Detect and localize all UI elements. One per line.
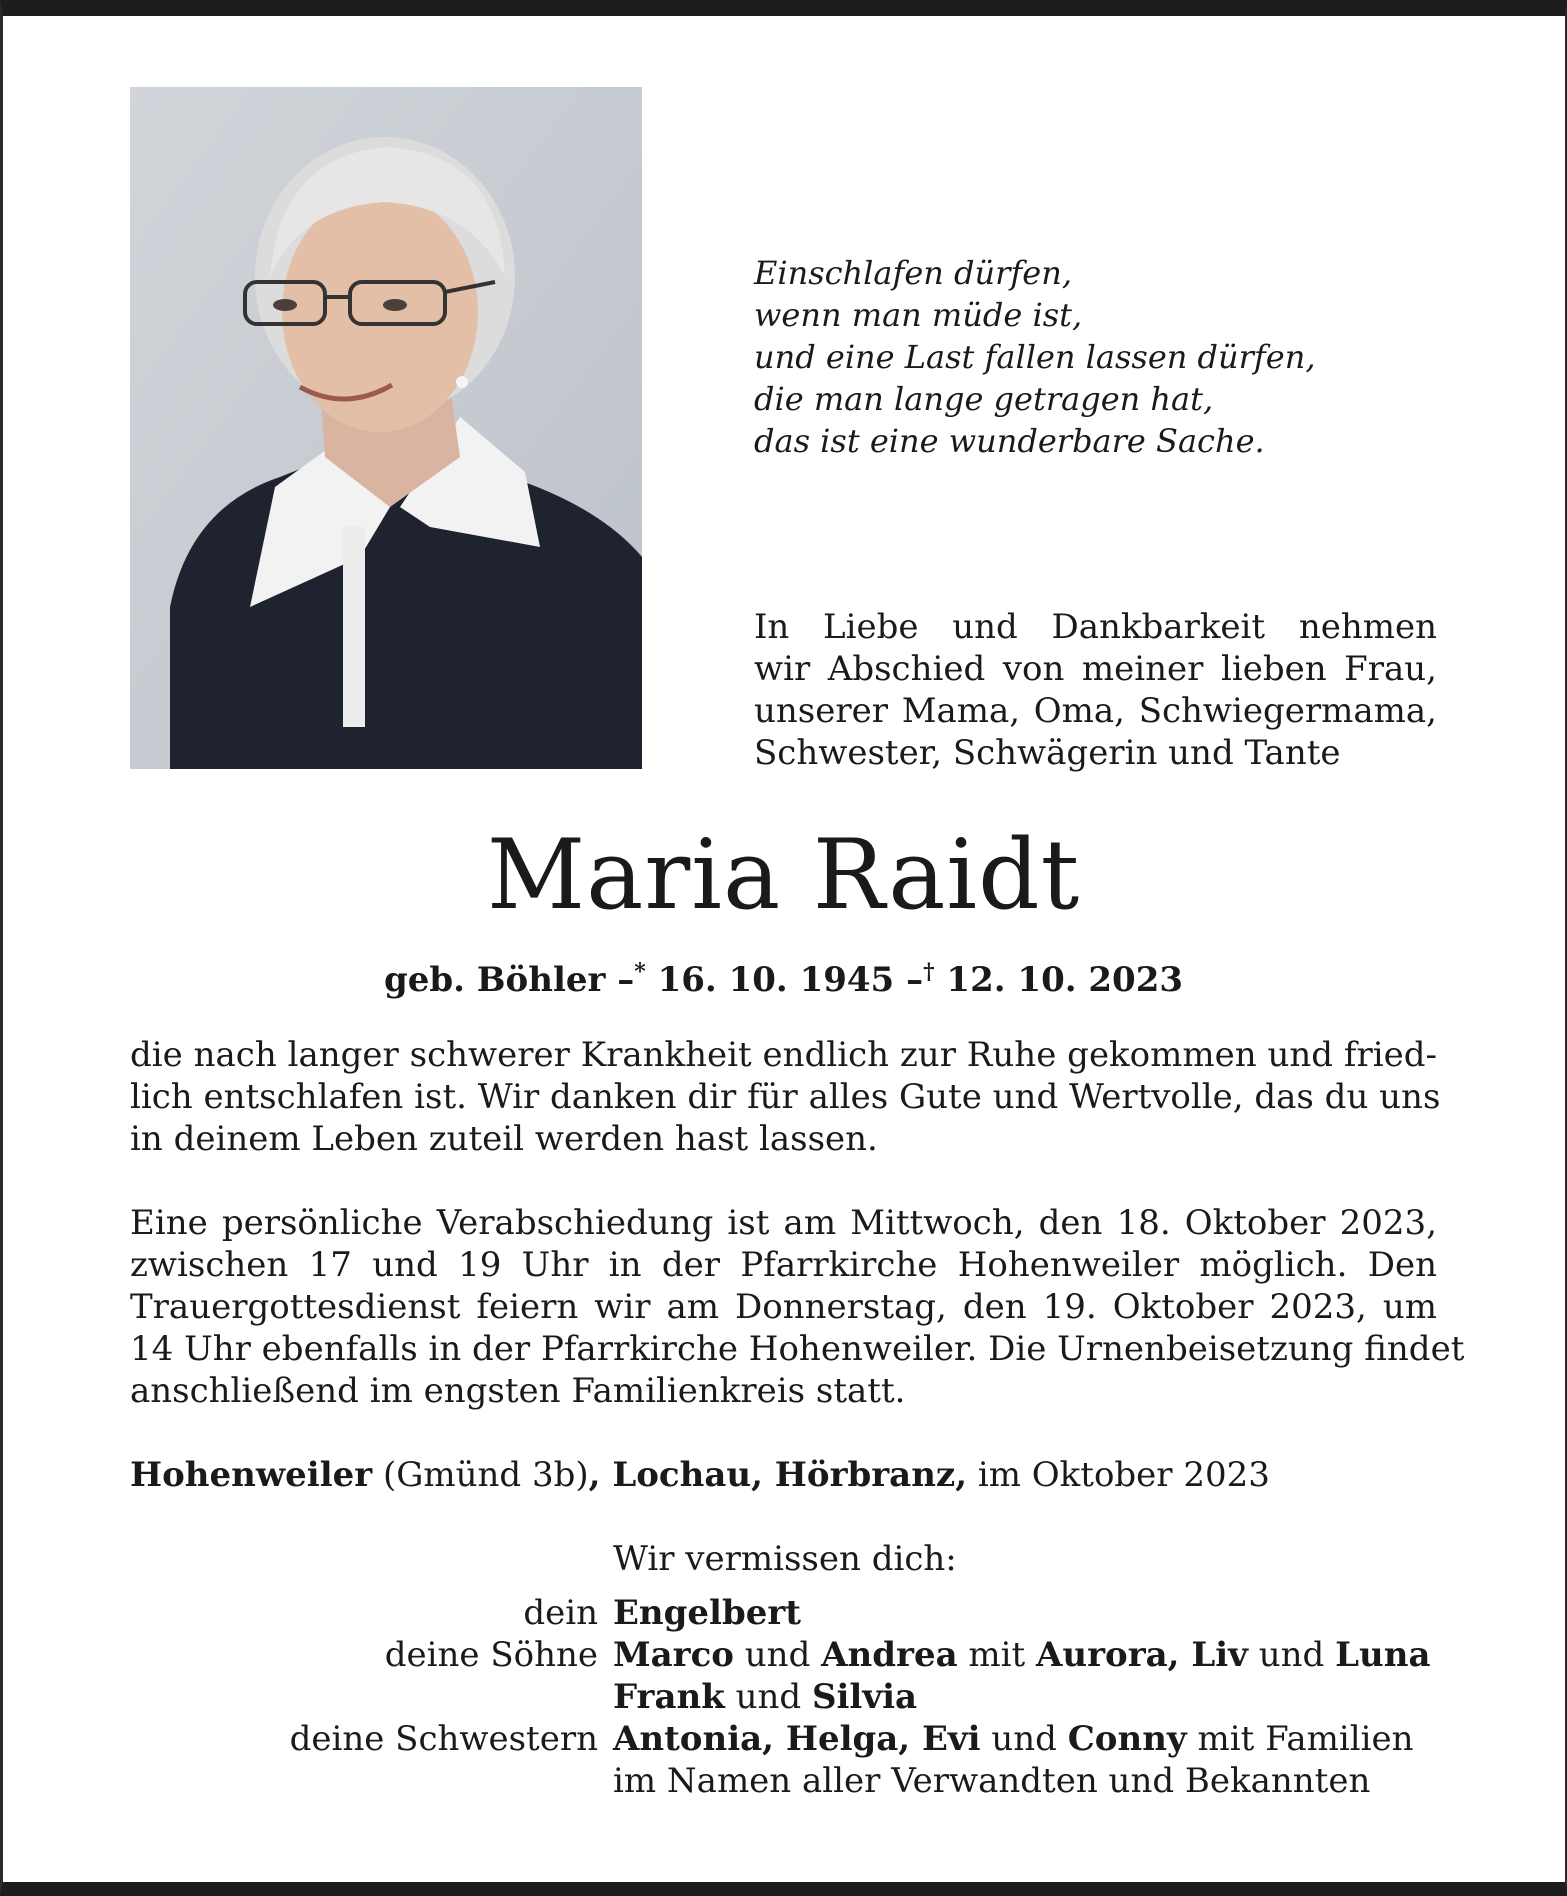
birth-name: geb. Böhler bbox=[383, 960, 606, 1000]
place-date: im Oktober 2023 bbox=[967, 1455, 1270, 1495]
intro-line: In Liebe und Dankbarkeit nehmen bbox=[754, 607, 1437, 647]
intro-line: unserer Mama, Oma, Schwiegermama, bbox=[754, 691, 1437, 731]
paragraph-line: lich entschlafen ist. Wir danken dir für alles Gute und Wertvolle, das du uns bbox=[130, 1077, 1441, 1117]
poem-line: die man lange getragen hat, bbox=[754, 380, 1214, 418]
connector-text: und bbox=[980, 1719, 1068, 1759]
intro-line: wir Abschied von meiner lieben Frau, bbox=[754, 649, 1437, 689]
signature-row bbox=[130, 1676, 1470, 1718]
poem-line: das ist eine wunderbare Sache. bbox=[754, 422, 1265, 460]
place-towns: , Lochau, Hörbranz, bbox=[588, 1455, 968, 1495]
place-address: (Gmünd 3b) bbox=[372, 1455, 589, 1495]
paragraph-line: die nach langer schwerer Krankheit endlich zur Ruhe gekommen und fried- bbox=[130, 1035, 1437, 1075]
signature-row bbox=[130, 1634, 1470, 1676]
poem-line: Einschlafen dürfen, bbox=[754, 254, 1072, 292]
closing-text: im Namen aller Verwandten und Bekannten bbox=[613, 1761, 1371, 1801]
relation-label: deine Söhne bbox=[384, 1635, 598, 1675]
relative-name: Silvia bbox=[811, 1677, 918, 1717]
paragraph-service bbox=[130, 1202, 1465, 1412]
poem bbox=[754, 252, 1454, 462]
birth-date: 16. 10. 1945 bbox=[657, 960, 895, 1000]
farewell-intro bbox=[754, 606, 1437, 774]
dash-separator: – bbox=[906, 960, 924, 1000]
dash-separator: – bbox=[617, 960, 635, 1000]
relation-label: deine Schwestern bbox=[289, 1719, 598, 1759]
relative-name: Aurora, Liv bbox=[1036, 1635, 1248, 1675]
paragraph-line: zwischen 17 und 19 Uhr in der Pfarrkirche Hohenweiler möglich. Den bbox=[130, 1245, 1437, 1285]
relation-label: dein bbox=[523, 1593, 598, 1633]
miss-heading: Wir vermissen dich: bbox=[613, 1539, 957, 1579]
life-dates bbox=[0, 950, 1567, 1002]
relation-label bbox=[130, 1676, 613, 1718]
paragraph-line: 14 Uhr ebenfalls in der Pfarrkirche Hohenweiler. Die Urnenbeisetzung findet bbox=[130, 1329, 1465, 1369]
place-town: Hohenweiler bbox=[130, 1455, 373, 1495]
relative-name: Andrea bbox=[821, 1635, 958, 1675]
place-and-date bbox=[130, 1454, 1270, 1496]
signatures bbox=[130, 1592, 1470, 1802]
signature-row bbox=[130, 1718, 1470, 1760]
connector-text: und bbox=[733, 1635, 822, 1675]
connector-text: und bbox=[1247, 1635, 1336, 1675]
poem-line: und eine Last fallen lassen dürfen, bbox=[754, 338, 1316, 376]
relative-name: Luna bbox=[1335, 1635, 1431, 1675]
relative-name: Antonia, Helga, Evi bbox=[613, 1719, 981, 1759]
paragraph-line: Eine persönliche Verabschiedung ist am Mittwoch, den 18. Oktober 2023, bbox=[130, 1203, 1437, 1243]
relative-name: Conny bbox=[1067, 1719, 1187, 1759]
paragraph-line: in deinem Leben zuteil werden hast lassen. bbox=[130, 1119, 878, 1159]
paragraph-passing bbox=[130, 1034, 1441, 1160]
deceased-name: Maria Raidt bbox=[486, 819, 1081, 931]
relative-name: Marco bbox=[613, 1635, 734, 1675]
cross-icon: † bbox=[923, 959, 935, 985]
paragraph-line: anschließend im engsten Familienkreis statt. bbox=[130, 1371, 906, 1411]
portrait-illustration bbox=[130, 87, 642, 769]
relation-label bbox=[130, 1760, 613, 1802]
intro-line: Schwester, Schwägerin und Tante bbox=[754, 733, 1341, 773]
relative-name: Engelbert bbox=[613, 1593, 801, 1633]
signature-row bbox=[130, 1592, 1470, 1634]
signature-row bbox=[130, 1760, 1470, 1802]
connector-text: und bbox=[724, 1677, 812, 1717]
paragraph-line: Trauergottesdienst feiern wir am Donnerstag, den 19. Oktober 2023, um bbox=[130, 1287, 1437, 1327]
relative-name: Frank bbox=[613, 1677, 725, 1717]
portrait-photo bbox=[130, 87, 642, 769]
star-icon: * bbox=[634, 959, 646, 985]
death-date: 12. 10. 2023 bbox=[946, 960, 1184, 1000]
connector-text: mit bbox=[957, 1635, 1037, 1675]
poem-line: wenn man müde ist, bbox=[754, 296, 1083, 334]
connector-text: mit Familien bbox=[1186, 1719, 1414, 1759]
